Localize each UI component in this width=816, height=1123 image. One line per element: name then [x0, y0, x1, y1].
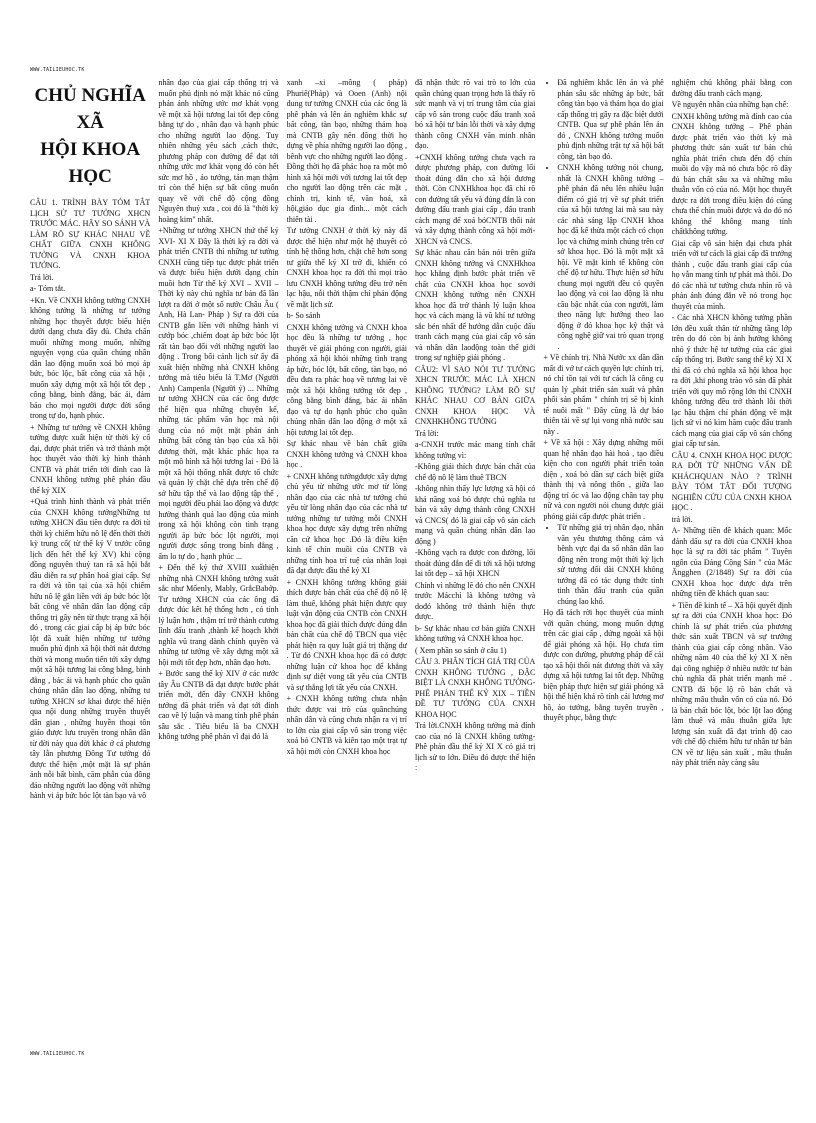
question-heading: CÂU 3. PHÂN TÍCH GIÁ TRỊ CỦA CNXH KHÔNG TƯỞNG , ĐẶC BIỆT LÀ CNXH KHÔNG TƯỞNG-PHÊ PHÁN THẾ KỶ XIX – TIỀN ĐỀ TƯ TƯỞNG CỦA CNXH KHOA HỌC [414, 657, 536, 719]
bullet-list [543, 78, 663, 352]
column-6 [672, 78, 792, 1048]
paragraph: +Quá trình hình thành và phát triển của CNXH không tưởngNhững tư tưởng XHCN đầu tiên được ra đời từ thời kỳ chiếm hữu nô lệ đến thời thời kỳ trung cổ( từ thế kỷ V trước công lịch đến hết thế kỷ XV) khi cộng đồng nguyên thuỷ tan rã xã hội bắt đầu diễn ra sự phân hoá giai cấp. Sự ra đời và tồn tại của xã hội chiếm hữu nô lệ gắn liền với áp bức bóc lột bất công về nhân dân lao động cấp thống trị gây nên từ thực trạng xã hội đó , trong các giai cấp bị áp bức bóc lột đã xuất hiện những tư tưởng muốn phủ định xã hội thời nát đương thời và mong muốn tiến tới xây dựng một xã hội tương lai công bằng, bình đẳng , bác ái và hạnh phúc cho quần chúng nhân dân lao động, những tư tưởng XHCN sơ khai được thể hiện qua nội dung những truyền thuyết dân gian , những huyền thoại tôn giáo được lưu truyền trong nhân dân từ đời này qua đời khác ở cả phương tây lẫn phương Đông Tư tưởng đó được thể hiện ,một mặt là sự phản ánh nỗi bất bình, căm phẫn của đông đảo những người lao động với những hành vi áp bức bóc lột tàn bạo và vô [30, 497, 151, 800]
paragraph: nhân đạo của giai cấp thống trị và muốn phủ định nó mặt khác nó cũng phản ánh những ước mơ khát vọng về một xã hội tương lai tốt đẹp công bằng tự do , nhân đạo và hạnh phúc cho những người lao động. Tuy nhiên những yêu sách ,cách thức, phương pháp con đường để đạt tới những ước mơ khát vọng đó còn hết sức mơ hồ , ảo tưởng, tản mạn thậm trí còn thể hiện sự bất công muốn quay về với chế độ cộng đồng Nguyên thuỷ xưa , coi đó là "thời kỳ hoàng kim" nhất. [158, 78, 279, 224]
list-item: • CNXH không tưởng nói chung, nhất là CNXH không tưởng – phê phán đã nêu lên nhiều luận điểm có giá trị về sự phát triển của xã hội tương lai mà sau này các nhà sáng lập CNXH khoa học đã kế thừa một cách có chọn lọc và chứng minh chúng trên cơ sở khoa học. Đó là một mặt xã hội. Về mặt kinh tế không còn chế độ tư hữu. Thực hiện sở hữu chung mọi người đều có quyền lao động và coi lao động là nhu cầu bậc nhất của con người, làm theo năng lực hưởng theo lao động ở đó khoa học kỹ thật và công nghệ giữ vai trò quan trọng . [557, 163, 663, 352]
paragraph: Họ đã tách rời học thuyết của mình với quần chúng, mong muốn dựng trên các giai cấp , đứng ngoài xã hội để giải phóng xã hội. Họ chưa tìm được con đường, phương pháp để cải tạo xã hội thối nát đương thời và xây dựng xã hội tương lai tốt đẹp. Những biện pháp thực hiện sự giải phóng xã hội thể hiện khá rõ tính cải lương mơ hồ, ảo tưởng, bằng tuyên truyền , thuyết phục, bằng thực [543, 608, 664, 722]
paragraph: ( Xem phần so sánh ở câu 1) [414, 645, 507, 655]
column-5 [543, 78, 663, 1048]
question-heading: CÂU2: VÌ SAO NÓI TƯ TƯỞNG XHCN TRƯỚC MÁC LÀ XHCN KHÔNG TƯỞNG? LÀM RÕ SỰ KHÁC NHAU CƠ BẢN GIỮA CNXH KHOA HỌC VÀ CNXHKHÔNG TƯỞNG [414, 364, 536, 426]
question-heading: CÂU 4. CNXH KHOA HỌC ĐƯỢC RA ĐỜI TỪ NHỮNG VẤN ĐỀ KHÁCHQUAN NÀO ? TRÌNH BÀY TÓM TẮT ĐỐI TƯỢNG NGHIÊN CỨU CỦA CNXH KHOA HỌC . [671, 450, 792, 512]
paragraph: + Về chính trị. Nhà Nước xx dần dần mất đi vớ tư cách quyền lực chính trị, nó chỉ tồn tại với tư cách là công cụ quản lý ,phát triển sản xuất và phân phối sản phẩm " chính trị sẽ bị kinh tế nuôi mất " Đây cũng là dự báo thiên tài về sự lụi vong nhà nước sau này . [543, 353, 664, 436]
paragraph: -Không vạch ra được con đường, lối thoát đúng đắn để đi tới xã hội tương lai tốt đẹp – xã hội XHCN [414, 548, 536, 578]
paragraph: + Những tư tưởng về CNXH không tưởng được xuất hiện từ thời kỳ cổ đại, được phát triển và trở thành một học thuyết vào thời kỳ hình thành CNTB và phát triển tới đỉnh cao là CNXH không tưởng phê phán đầu thế kỷ XIX [30, 422, 151, 495]
paragraph: xanh –xi –mông ( pháp) Phuriê(Pháp) và Ooen (Anh) nội dung tư tưởng CNXH của các ông là phê phán và lên án nghiêm khắc sự bất công, tàn bạo, những thảm hoạ mà CNTB gây nên đồng thời họ dựng về phía những người lao động , bênh vực cho những người lao động . Đồng thời họ đã phác hoạ ra một mô hình xã hội mới với tương lai tốt đẹp cho người lao động trên các mặt , chính trị, kinh tế, văn hoá, xã hội,giáo dục gia đình... một cách thiên tài . [286, 78, 407, 224]
paragraph: A- Những tiền đề khách quan: Mốc đánh dấu sự ra đời của CNXH khoa học là sự ra đời tác phẩm " Tuyên ngôn của Đảng Cộng Sản " của Mác Ăngghen (2/1848) Sự ra đời của CNXH khoa học được dựa trên những tiền đề khách quan sau: [671, 526, 792, 598]
paragraph: + CNXH không tưởng không giải thích được bản chất của chế độ nô lệ làm thuê, không phát hiện được quy luật vận động của CNTB còn CNXH khoa học đã giải thích được đúng đắn bản chất của chế độ TBCN qua việc phát hiện ra quy luật giá trị thặng dư . Từ đó CNXH khoa học đã có được những luận cứ khoa học để khẳng định sự diệt vong tất yếu của CNTB và sự thắng lợi tất yếu của CNXH. [286, 577, 407, 692]
paragraph: + Bước sang thế kỷ XIV ở các nước tây Âu CNTB đã đạt được bước phát triển mới, đến đây CNXH không tưởng đã phát triển và đạt tới đỉnh cao về lý luận và mang tính phê phán sâu sắc . Tiêu biểu là ba CNXH không tưởng phê phán vĩ đại đó là [158, 669, 279, 741]
watermark-top: WWW.TAILIEUHOC.TK [30, 67, 85, 73]
bullet-list [543, 523, 663, 607]
question-heading: CÂU 1. TRÌNH BÀY TÓM TẮT LỊCH SỬ TƯ TƯỞNG XHCN TRƯỚC MÁC. HÃY SO SÁNH VÀ LÀM RÕ SỰ KHÁC NHAU VỀ CHẤT GIỮA CNXH KHÔNG TƯỞNG VÀ CNXH KHOA TƯỞNG. [30, 198, 151, 270]
title-line: CHỦ NGHĨA XÃ [34, 85, 146, 133]
paragraph: CNXH không tưởng và CNXH khoa học đều là những tư tưởng , học thuyết về giải phóng con người, giải phóng xã hội khỏi những tình trạng áp bức, bóc lột, bất công, tàn bạo, nó đều đưa ra phác hoạ về tương lai về một xã hội không tưởng tốt đẹp , công bằng bình đẳng, bác ái nhân đạo và tự do hạnh phúc cho quần chúng nhân dân lao động ở một xã hội tương lai tốt đẹp. [286, 322, 407, 437]
paragraph: Chính vì những lẽ đó cho nên CNXH trước Mácchỉ là không tưởng và dođó không trở thành hiện thực được. [414, 580, 536, 621]
title-line: HỘI KHOA [40, 139, 141, 160]
list-item: • Đã nghiêm khắc lên án và phê phán sâu sắc những áp bức, bất công tàn bạo và thảm họa do giai cấp thống trị gây ra đặc biệt dưới CNTB. Qua sự phê phán lên án đó , CNXH không tưởng muốn phủ định những trật tự xã hội bất công, tàn bạo đó. [557, 78, 663, 162]
paragraph: + CNXH không tưởng chưa nhận thức được vai trò của quầnchúng nhân dân và cũng chưa nhận ra vị trí to lớn của giai cấp vô sản trong việc xoá bỏ CNTB và kiến tạo một trạt tự xã hội mới còn CNXH khoa học [286, 694, 407, 756]
column-2 [158, 78, 278, 1048]
document-title [30, 82, 150, 190]
paragraph: trả lời. [671, 514, 693, 524]
column-1 [30, 78, 150, 1048]
paragraph: + CNXH không tưởngđược xây dựng chủ yếu từ những ước mơ từ lòng nhân đạo của các nhà tư tưởng chủ yếu từ lòng nhân đạo của các nhà tư tưởng những tư tưởng mỗi CNXH khoa học được xây dựng trên những căn cứ khoa học .Đó là điều kiện kinh tế chín muồi của CNTB và những tính hoa trí tuệ của nhân loại đã đạt được đầu thế kỷ XI [286, 471, 407, 575]
column-4 [415, 78, 535, 1048]
paragraph: nghiệm chủ không phải bằng con đường đấu tranh cách mạng. [671, 78, 792, 98]
paragraph: Trả lời: [414, 428, 439, 438]
paragraph: a- Tóm tắt. [30, 284, 66, 293]
paragraph: + Đến thế kỷ thứ XVIII xuấthiện những nhà CNXH không tưởng xuất sắc như Mốenly, Mably, GrắcBabớp. Tư tưởng XHCN của các ông đã được đúc kết hệ thống hơn , có tính lý luận hơn , thậm trí trở thành cương lĩnh đấu tranh ,thành kế hoạch khởi nghĩa vũ trang dành chính quyền và những tư tưởng về xây dựng một xã hội mới tốt đẹp hơn, nhân đạo hơn. [158, 563, 279, 667]
paragraph: a-CNXH trước mác mang tính chất không tưởng vì: [414, 440, 536, 460]
paragraph: Sự khác nhau căn bản nói trên giữa CNXH không tưởng và CNXHkhoa học khẳng định bước phát triển về chất của CNXH khoa học sovới CNXH không tưởng nên CNXH khoa học đã trở thành lý luận khoa học và cách mạng là vũ khí tư tưởng sắc bén nhất để hướng dẫn cuộc đấu tranh cách mạng của giai cấp vô sản và nhân dân laođộng toàn thế giới trong sự nghiệp giải phóng . [414, 248, 536, 362]
paragraph: Sự khác nhau về bản chất giữa CNXH không tưởng và CNXH khoa học . [286, 439, 407, 469]
paragraph: + Về xã hội : Xây dựng những mối quan hệ nhân đạo hài hoà , tạo điều kiện cho con người phát triển toàn diện , xoá bỏ dần sự cách biệt giữa thành thị và nông thôn , giữa lao động trí óc và lao động chân tay phụ nữ và con người nói chung được giải phóng giải cấp được phát triển . [543, 438, 664, 521]
paragraph: - Các nhà XHCN không tưởng phần lớn đều xuất thân từ những tầng lớp trên do đó còn bị ảnh hưởng không nhỏ ý thức hệ tư tưởng của các giai cấp thống trị. Bước sang thế kỷ XI X thì đã có chủ nghĩa xã hội khoa học ra đời ,khi phong trào vô sản đã phát triển với quy mô rộng lớn thì CNXH không tưởng đều trở thành lỗi thời lạc hậu thậm chí phản động về mặt lịch sử vì nó kìm hãm cuộc đấu tranh cách mạng của giai cấp vô sản chống giai cấp tư sản. [671, 313, 792, 448]
paragraph: Tư tưởng CNXH ở thời kỳ này đã được thể hiện như một hệ thuyết có tính hệ thống hơn, chặt chẽ hơn song tư giữa thế kỷ XI trở đi, khiến có CNXH khoa học ra đời thì mọi trào lưu CNXH không tưởng đều trở nên lạc hậu, nỗi thời thậm chí phản động về mặt lịch sử. [286, 226, 407, 309]
paragraph: CNXH không tưởng mà đỉnh cao của CNXH không tưởng – Phê phán được phát triển vào thời kỳ mà phương thức sản xuất tư bản chủ nghĩa phát triển chưa đến độ chín muồi do vậy mà nó chưa bộc rõ đầy đủ bản chất sâu xa và những mâu thuẫn vốn có của nó. Một học thuyết được ra đời trong điều kiện đó cũng chưa thể chín muồi được và do đó nó không thể không mang tính chấtkhông tưởng. [671, 111, 792, 236]
column-3 [287, 78, 407, 1048]
paragraph: đã nhận thức rõ vai trò to lớn của quần chúng quan trọng hơn là thấy rõ sức mạnh và vị trí trung tâm của giai cấp vô sản trong cuộc đấu tranh xoá bỏ xã hội tư bản lỗi thời và xây dựng thành công CNXH văn minh nhân đạo. [414, 78, 536, 150]
title-line: HỌC [68, 166, 112, 187]
paragraph: b- So sánh [286, 311, 321, 320]
paragraph: + Tiền đề kinh tế – Xã hội quyết định sự ra đời của CNXH khoa học: Đó chính là sự phát triển của phương thức sản xuất TBCN và sự trưởng thành của giai cấp công nhân. Vào những năm 40 của thế kỷ XI X nền đại công nghiệp ở nhiều nước tư bản chủ nghĩa đã phát triển mạnh mẽ . CNTB đã bộc lộ rõ bản chất và những mâu thuẫn vốn có của nó. Đó là bản chất bóc lột, bóc lột lao động làm thuê và mâu thuẫn giữa lực lượng sản xuất đã đạt trình độ cao với chế độ chiếm hữu tư nhân tư bản CN về tư liệu sản xuất , mâu thuẫn này phát triển này càng sâu [671, 600, 792, 767]
paragraph: b- Sự khác nhau cơ bản giữa CNXH không tưởng và CNXH khoa học. [414, 623, 536, 643]
paragraph: Về nguyên nhân của những hạn chế: [671, 100, 789, 109]
paragraph: +Những tư tưởng XHCN thứ thế kỷ XVI- XI X Đây là thời kỳ ra đời và phát triển CNTB thì những tư tưởng CNXH cũng tiếp tục được phát triển và được biểu hiện dưới dạng chín muồi hơn Từ thế kỷ XVI – XVII – Thời kỳ này chủ nghĩa tư bản đã lần lượt ra đời ở một số nước Châu Âu ( Anh, Hà Lan- Pháp ) Sự ra đời của CNTB gắn liền với những hành vi cướp bóc ,chiếm đoạt áp bức bóc lột rất tàn bạo đối với những người lao động . Trong bối cảnh lịch sử ấy đã xuất hiện những nhà CNXH không tưởng mà tiêu biểu là T.Mơ (Người Anh) Campenla (Người ý) ... Những tư tưởng XHCN của các ông được thể hiện qua những chuyện kể, những tác phẩm văn học mà nội dung của nó một mặt phản ánh những bất công tàn bạo của xã hội đương thời, mặt khác phác họa ra một mô hình xã hội tương lai - Đó là một xã hội thống nhất được tổ chức và quản lý chặt chẽ dựa trên chế độ sở hữu tập thể và lao động tập thể , mọi người đều phải lao động và được hưởng thành quả lao động của mình trong xã hội không còn tình trạng người áp bức bóc lột người, mọi người được sống trong bình đẳng , ấm lo tự do , hạnh phúc ... [158, 226, 279, 561]
paragraph: +Kn. Về CNXH không tưởng CNXH không tưởng là những tư tưởng những học thuyết được biểu hiện dưới dạng chưa đầy đủ. Chứa chấn muối những mong muốn, những nguyện vọng của quần chúng nhân dân lao động muốn xoá bỏ mọi áp bức, bóc lộc, bất công của xã hội , muốn xây dựng một xã hội tốt đẹp , công bằng, bình đẳng, bác ái, đảm bảo cho mọi người được đời sống trong tự do, hạnh phúc. [30, 295, 151, 420]
watermark-bottom: WWW.TAILIEUHOC.TK [30, 1051, 85, 1057]
paragraph: Trả lời. [30, 272, 54, 282]
paragraph: -Không giải thích được bản chất của chế độ nô lệ làm thuê TBCN [414, 462, 536, 482]
paragraph: Giai cấp vô sản hiện đại chưa phát triển với tư cách là giai cấp đã trưởng thành , cuộc đấu tranh giai cấp của họ vẫn mang tính tự phát mà thôi. Do đó các nhà tư tưởng chưa nhìn rõ và phản ánh đúng đắn về nó trong học thuyết của mình. [671, 238, 792, 311]
text-columns [30, 78, 792, 1048]
paragraph: Trả lời.CNXH không tưởng mà đỉnh cao của nó là CNXH không tưởng-Phê phán đầu thế kỷ XI X có giá trị lịch sử to lớn. Điều đó được thể hiện : [414, 721, 536, 772]
list-item: • Từ những giá trị nhân đạo, nhân văn yêu thương thông cảm và bênh vực đại đa số nhân dân lao động nên trong một thời kỳ lịch sử tương đối dài CNXH không tưởng đã có tác dụng thức tỉnh tinh thần đấu tranh của quần chúng lao khổ. [557, 523, 663, 607]
paragraph: +CNXH không tưởng chưa vạch ra được phương pháp, con đường lối thoát đúng đắn cho xã hội đương thời. Còn CNXHkhoa học đã chỉ rõ con đường tất yếu và đúng đắn là con đường đấu tranh giai cấp , đấu tranh cách mạng để xoá bỏCNTB thối nát và xây dựng thành công xã hội mới-XHCN và CNCS. [414, 152, 536, 246]
paragraph: -không nhìn thấy lực lượng xã hội có khả năng xoá bỏ được chủ nghĩa tư bản và xây dựng thành công CNXH và CNCS( đó là giai cấp vô sản cách mạng và quần chúng nhân dân lao động ) [414, 484, 536, 546]
